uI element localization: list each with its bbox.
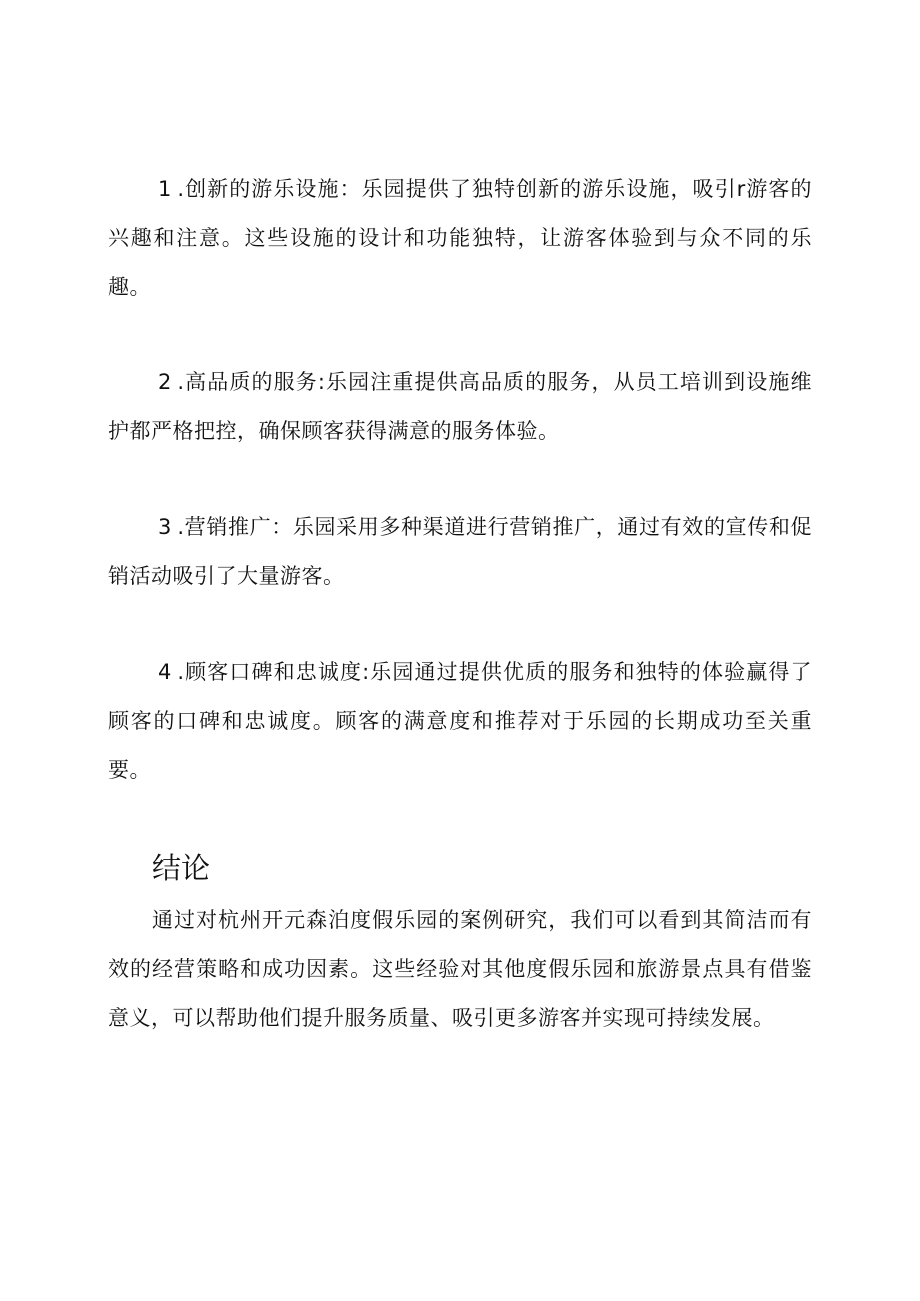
list-item-number: 2 <box>158 370 178 394</box>
list-item <box>108 358 812 456</box>
conclusion-paragraph: 通过对杭州开元森泊度假乐园的案例研究，我们可以看到其简洁而有效的经营策略和成功因素。这些经验对其他度假乐园和旅游景点具有借鉴意义，可以帮助他们提升服务质量、吸引更多游客并实现可持续发展。 <box>108 908 812 1030</box>
list-item-text: .高品质的服务:乐园注重提供高品质的服务，从员工培训到设施维护都严格把控，确保顾客获得满意的服务体验。 <box>108 370 812 443</box>
list-item-text: .顾客口碑和忠诚度:乐园通过提供优质的服务和独特的体验赢得了顾客的口碑和忠诚度。顾客的满意度和推荐对于乐园的长期成功至关重要。 <box>108 660 812 782</box>
list-item <box>108 503 812 601</box>
list-item <box>108 165 812 312</box>
list-item-number: 4 <box>158 660 178 684</box>
conclusion-heading: 结论 <box>152 851 211 885</box>
list-item-text: .创新的游乐设施：乐园提供了独特创新的游乐设施，吸引r游客的兴趣和注意。这些设施的设计和功能独特，让游客体验到与众不同的乐趣。 <box>108 177 812 299</box>
list-item-text: .营销推广：乐园采用多种渠道进行营销推广，通过有效的宣传和促销活动吸引了大量游客。 <box>108 515 812 588</box>
list-item-number: 1 <box>158 177 178 201</box>
list-item <box>108 648 812 795</box>
list-item-number: 3 <box>158 515 178 539</box>
